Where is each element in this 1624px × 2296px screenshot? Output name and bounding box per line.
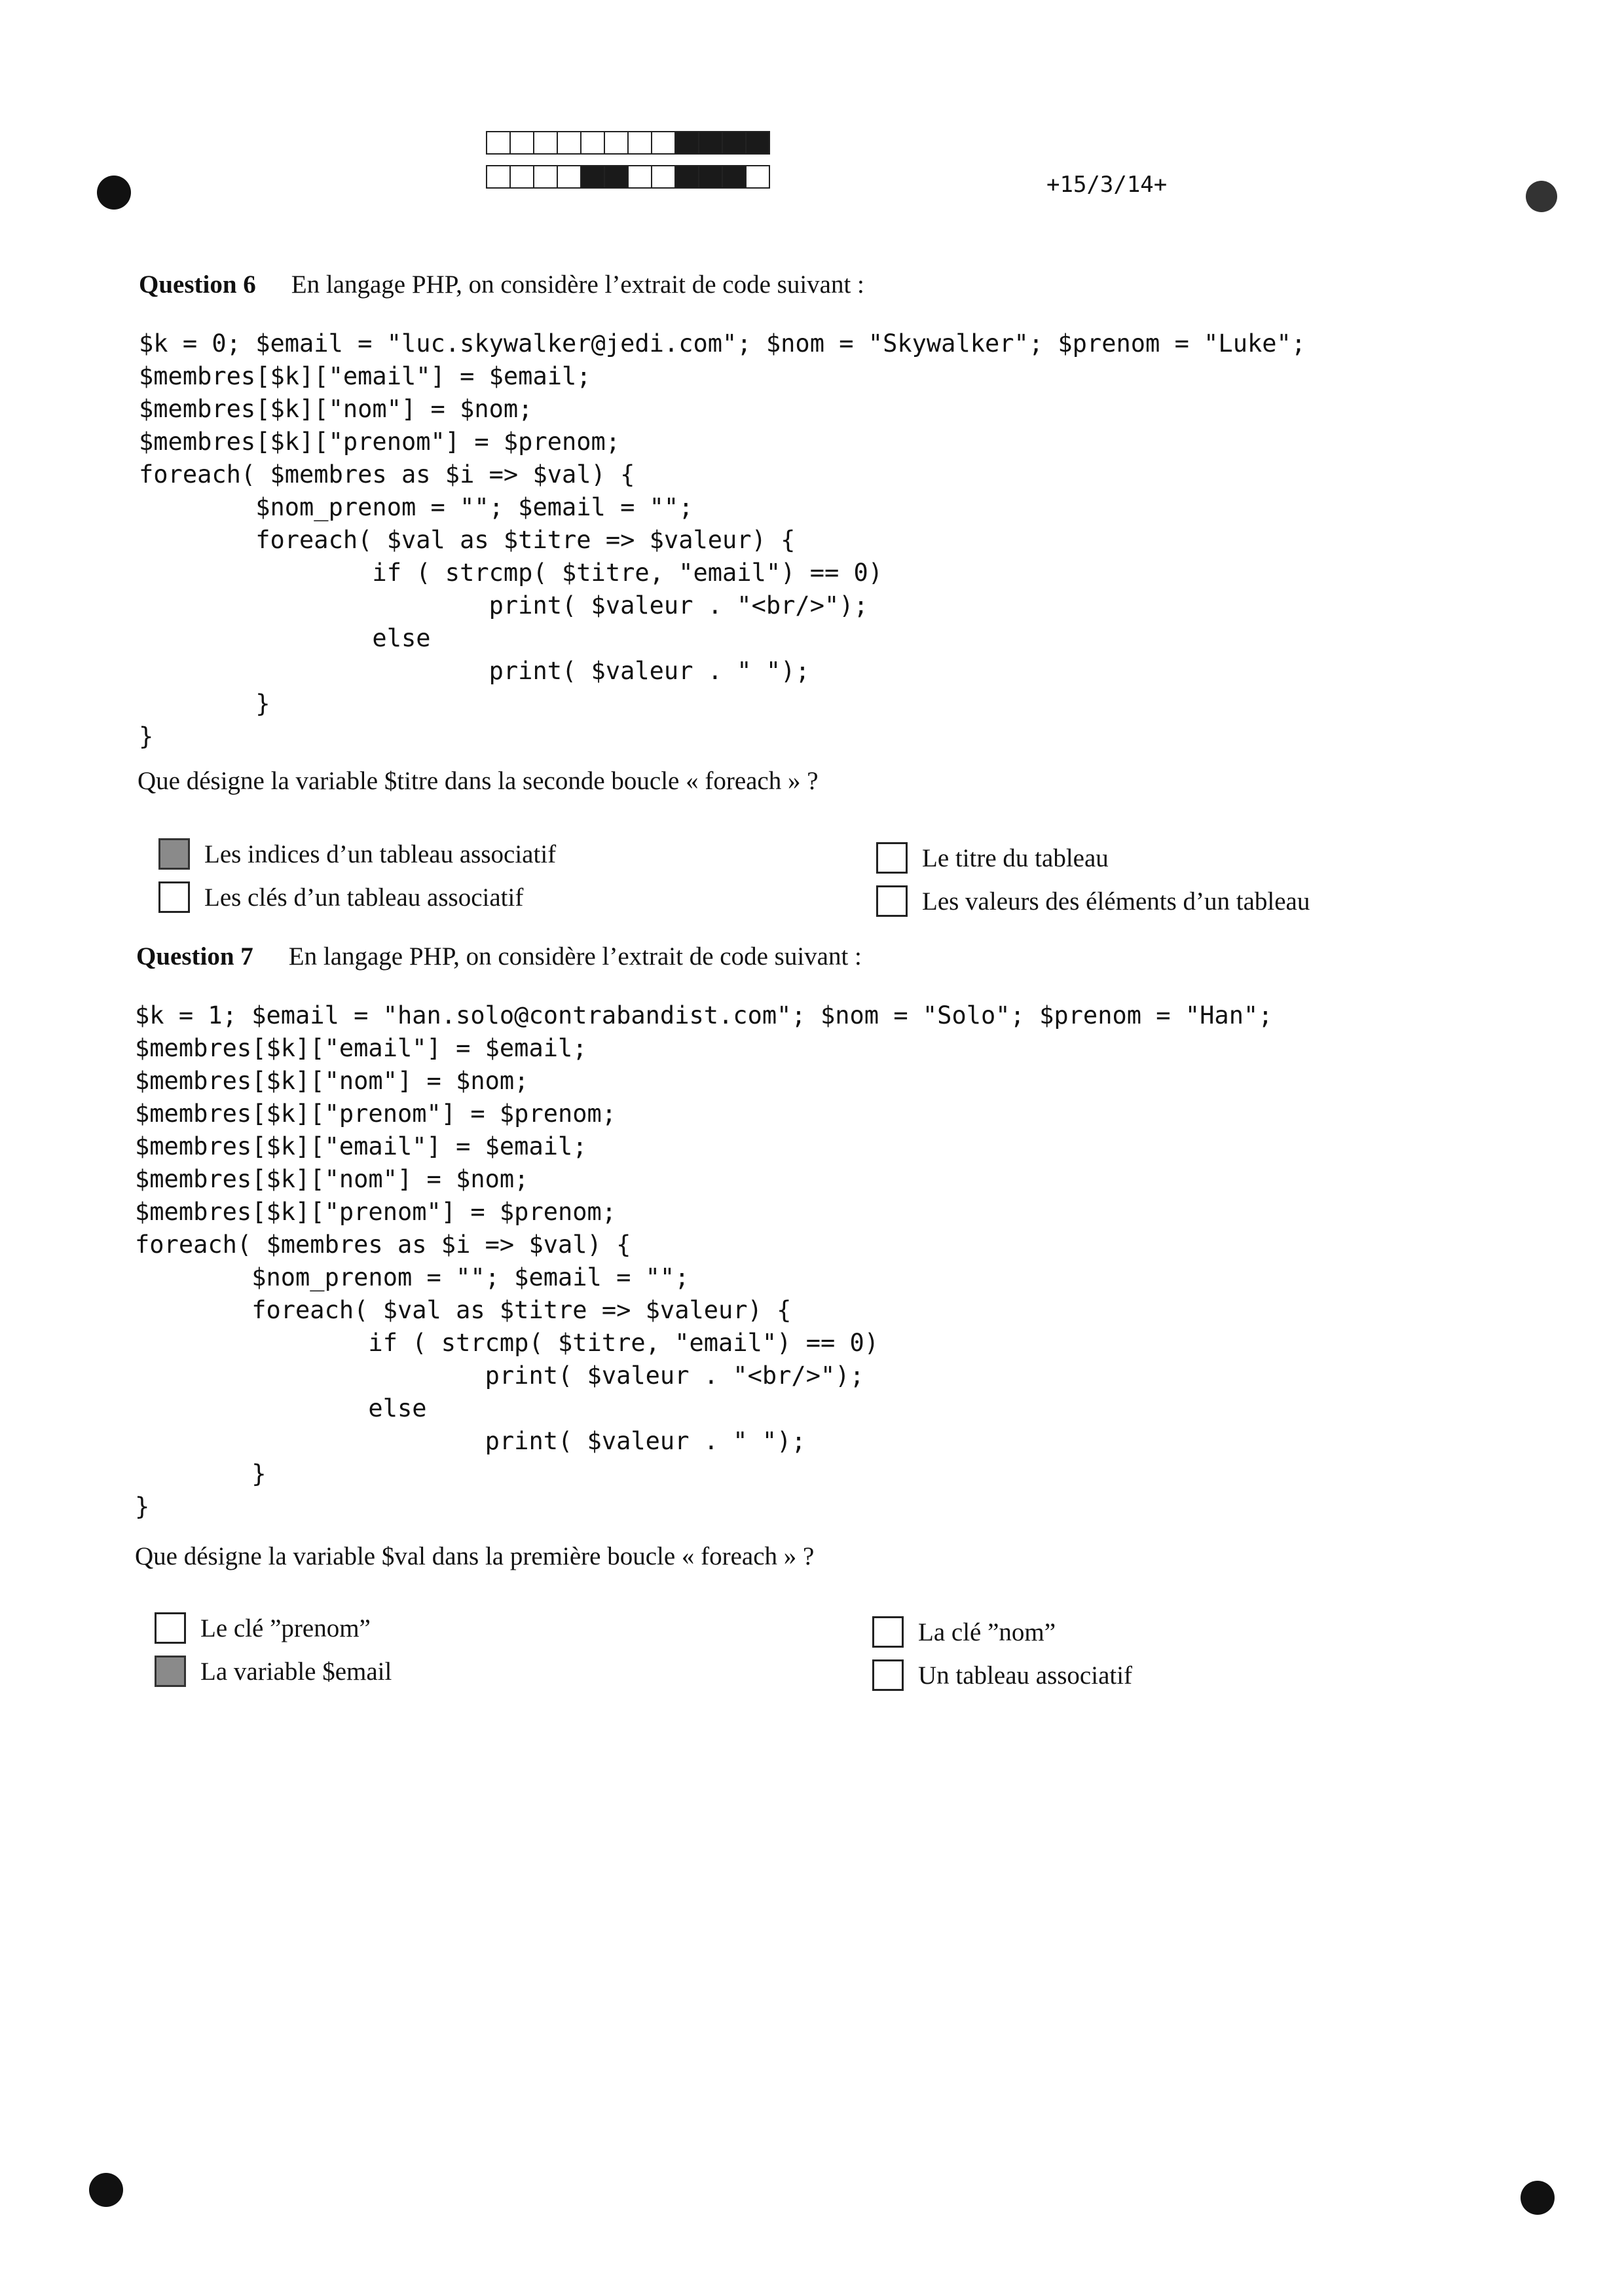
registration-mark-top-left [97, 176, 131, 210]
page-barcode-row-2 [486, 165, 770, 190]
q7-choice-3[interactable] [872, 1616, 1056, 1648]
q7-choice-2-label: La variable $email [200, 1657, 392, 1686]
question-7-number: Question 7 [136, 942, 253, 971]
question-6-number: Question 6 [139, 270, 256, 299]
barcode-cell [580, 165, 605, 189]
barcode-cell [698, 165, 723, 189]
barcode-cell [722, 165, 747, 189]
barcode-cell [627, 131, 652, 155]
q6-choice-4[interactable] [876, 885, 1310, 917]
q7-choice-4[interactable] [872, 1659, 1132, 1691]
q6-choice-2-checkbox[interactable] [158, 881, 190, 913]
q6-choice-1-checkbox[interactable] [158, 838, 190, 870]
question-7-header [136, 942, 862, 971]
barcode-cell [604, 131, 629, 155]
barcode-cell [651, 165, 676, 189]
q7-choice-2[interactable] [155, 1656, 392, 1687]
question-6-intro: En langage PHP, on considère l’extrait de code suivant : [291, 270, 864, 299]
barcode-cell [509, 165, 534, 189]
registration-mark-top-right [1526, 181, 1557, 212]
barcode-cell [745, 165, 770, 189]
barcode-cell [698, 131, 723, 155]
barcode-cell [509, 131, 534, 155]
barcode-cell [533, 165, 558, 189]
question-6-header [139, 270, 864, 299]
barcode-cell [580, 131, 605, 155]
question-7-intro: En langage PHP, on considère l’extrait de code suivant : [288, 942, 862, 971]
q7-choice-3-label: La clé ”nom” [918, 1618, 1056, 1646]
barcode-cell [651, 131, 676, 155]
barcode-cell [604, 165, 629, 189]
page-barcode-row-1 [486, 131, 770, 156]
question-7-code: $k = 1; $email = "han.solo@contrabandist.com"; $nom = "Solo"; $prenom = "Han"; $membres[$k]["email"] = $email; $membres[$k]["nom"] = $nom; $membres[$k]["prenom"] = $prenom; $membres[$k]["email"] = $email; $membres[$k]["nom"] = $nom; $membres[$k]["prenom"] = $prenom; foreach( $membres as $i => $val) { $nom_prenom = ""; $email = ""; foreach( $val as $titre => $valeur) { if ( strcmp( $titre, "email") == 0) print( $valeur . "<br/>"); else print( $valeur . " "); } } [135, 1001, 1273, 1521]
q7-choice-1-checkbox[interactable] [155, 1612, 186, 1644]
q7-choice-3-checkbox[interactable] [872, 1616, 904, 1648]
registration-mark-bottom-right [1521, 2181, 1555, 2215]
q7-choice-4-label: Un tableau associatif [918, 1661, 1133, 1690]
q6-choice-1[interactable] [158, 838, 556, 870]
barcode-cell [722, 131, 747, 155]
barcode-cell [674, 165, 699, 189]
q6-choice-1-label: Les indices d’un tableau associatif [204, 840, 557, 868]
q7-choice-4-checkbox[interactable] [872, 1659, 904, 1691]
q6-choice-3-label: Le titre du tableau [922, 843, 1109, 872]
barcode-cell [674, 131, 699, 155]
q6-choice-2-label: Les clés d’un tableau associatif [204, 883, 524, 912]
barcode-cell [533, 131, 558, 155]
barcode-cell [557, 165, 581, 189]
q7-choice-2-checkbox[interactable] [155, 1656, 186, 1687]
barcode-cell [627, 165, 652, 189]
question-6-code: $k = 0; $email = "luc.skywalker@jedi.com"; $nom = "Skywalker"; $prenom = "Luke"; $membres[$k]["email"] = $email; $membres[$k]["nom"] = $nom; $membres[$k]["prenom"] = $prenom; foreach( $membres as $i => $val) { $nom_prenom = ""; $email = ""; foreach( $val as $titre => $valeur) { if ( strcmp( $titre, "email") == 0) print( $valeur . "<br/>"); else print( $valeur . " "); } } [139, 329, 1306, 750]
question-7-prompt: Que désigne la variable $val dans la première boucle « foreach » ? [135, 1542, 815, 1570]
question-6-prompt: Que désigne la variable $titre dans la seconde boucle « foreach » ? [138, 767, 819, 795]
q6-choice-4-label: Les valeurs des éléments d’un tableau [922, 887, 1310, 916]
page-id: +15/3/14+ [1046, 172, 1168, 198]
q6-choice-3[interactable] [876, 842, 1109, 874]
q6-choice-4-checkbox[interactable] [876, 885, 908, 917]
q6-choice-3-checkbox[interactable] [876, 842, 908, 874]
barcode-cell [557, 131, 581, 155]
q7-choice-1[interactable] [155, 1612, 371, 1644]
registration-mark-bottom-left [89, 2173, 123, 2207]
q6-choice-2[interactable] [158, 881, 523, 913]
barcode-cell [486, 165, 511, 189]
barcode-cell [486, 131, 511, 155]
q7-choice-1-label: Le clé ”prenom” [200, 1614, 371, 1642]
barcode-cell [745, 131, 770, 155]
